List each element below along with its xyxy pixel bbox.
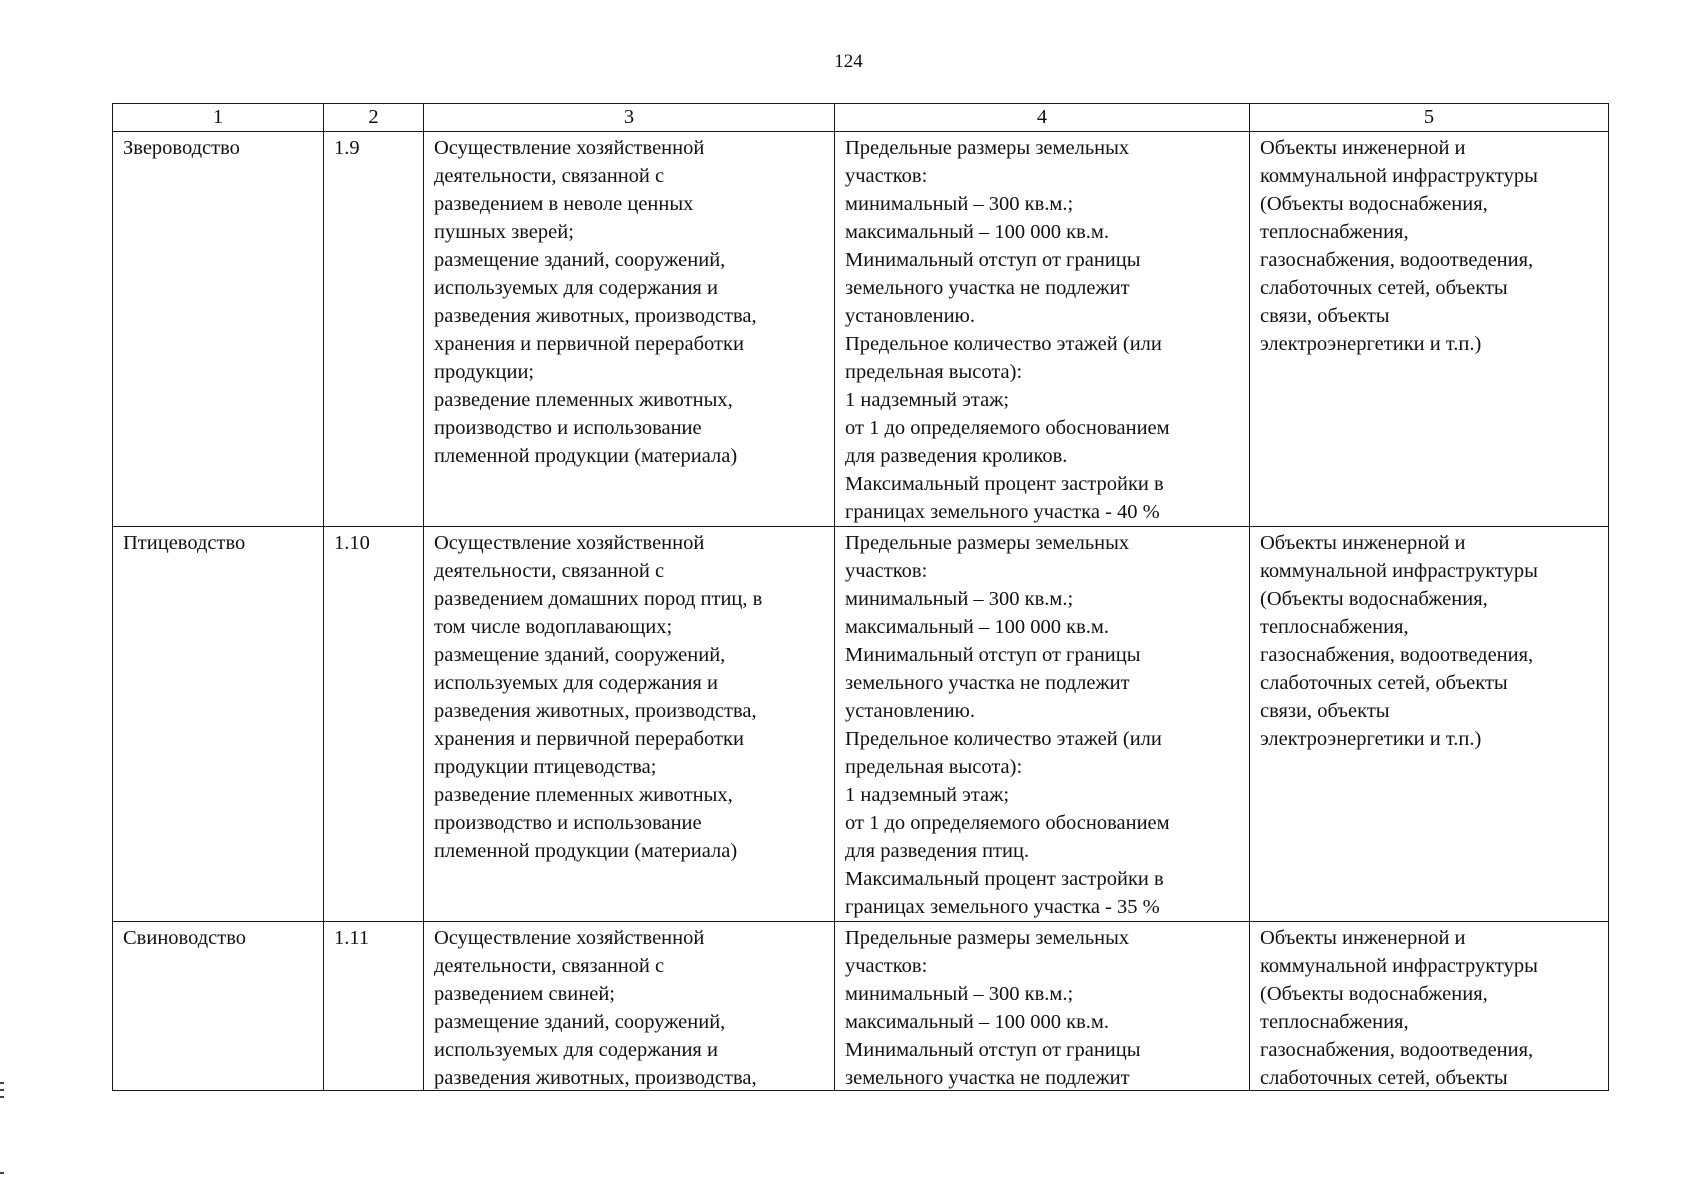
cell-text-line: размещение зданий, сооружений,	[434, 644, 726, 666]
margin-mark	[0, 1082, 4, 1084]
cell-text-line: коммунальной инфраструктуры	[1260, 165, 1538, 187]
cell-text-line: установлению.	[845, 305, 975, 327]
cell-text-line: разведение племенных животных,	[434, 389, 733, 411]
cell-text-line: максимальный – 100 000 кв.м.	[845, 616, 1109, 638]
column-number-4: 4	[835, 104, 1250, 132]
cell-text-line: коммунальной инфраструктуры	[1260, 955, 1538, 977]
cell-text-line: земельного участка не подлежит	[845, 277, 1130, 299]
table-row	[113, 527, 1609, 922]
cell-text-line: Предельные размеры земельных	[845, 532, 1130, 554]
cell-text: Свиноводство	[123, 927, 247, 949]
cell-text-line: слаботочных сетей, объекты	[1260, 277, 1508, 299]
cell-text-line: для разведения кроликов.	[845, 445, 1068, 467]
table-row	[113, 132, 1609, 527]
cell-text-line: для разведения птиц.	[845, 840, 1030, 862]
cell-text-line: пушных зверей;	[434, 221, 574, 243]
cell-text-line: (Объекты водоснабжения,	[1260, 983, 1488, 1005]
row-name-cell	[113, 922, 324, 1091]
cell-text: 1.9	[334, 137, 360, 159]
cell-text-line: участков:	[845, 955, 928, 977]
cell-text-line: производство и использование	[434, 417, 702, 439]
cell-text-line: границах земельного участка - 35 %	[845, 896, 1160, 918]
cell-text-line: Предельное количество этажей (или	[845, 333, 1162, 355]
margin-mark	[0, 1096, 4, 1098]
table-body	[113, 132, 1609, 1091]
cell-text-line: используемых для содержания и	[434, 277, 718, 299]
cell-text-line: Предельные размеры земельных	[845, 137, 1130, 159]
cell-text-line: Минимальный отступ от границы	[845, 249, 1141, 271]
row-parameters-cell	[835, 922, 1250, 1091]
cell-text-line: используемых для содержания и	[434, 1039, 718, 1061]
cell-text-line: разведения животных, производства,	[434, 700, 757, 722]
cell-text-line: размещение зданий, сооружений,	[434, 1011, 726, 1033]
cell-text: 1.11	[334, 927, 370, 949]
cell-text-line: Минимальный отступ от границы	[845, 644, 1141, 666]
cell-text-line: разведением домашних пород птиц, в	[434, 588, 763, 610]
cell-text-line: минимальный – 300 кв.м.;	[845, 193, 1074, 215]
margin-mark	[0, 1172, 4, 1174]
cell-text-line: слаботочных сетей, объекты	[1260, 672, 1508, 694]
cell-text-line: земельного участка не подлежит	[845, 672, 1130, 694]
column-number-2: 2	[324, 104, 424, 132]
cell-text-line: деятельности, связанной с	[434, 165, 665, 187]
cell-text-line: минимальный – 300 кв.м.;	[845, 983, 1074, 1005]
column-number-row	[113, 104, 1609, 132]
row-parameters-cell	[835, 132, 1250, 527]
cell-text-line: продукции;	[434, 361, 535, 383]
cell-text-line: участков:	[845, 560, 928, 582]
cell-text-line: (Объекты водоснабжения,	[1260, 588, 1488, 610]
cell-text-line: размещение зданий, сооружений,	[434, 249, 726, 271]
cell-text-line: от 1 до определяемого обоснованием	[845, 812, 1170, 834]
column-number-5: 5	[1250, 104, 1609, 132]
cell-text: 1.10	[334, 532, 370, 554]
cell-text-line: деятельности, связанной с	[434, 560, 665, 582]
column-number-3: 3	[424, 104, 835, 132]
cell-text-line: от 1 до определяемого обоснованием	[845, 417, 1170, 439]
cell-text-line: Минимальный отступ от границы	[845, 1039, 1141, 1061]
cell-text-line: Предельное количество этажей (или	[845, 728, 1162, 750]
row-code-cell	[324, 527, 424, 922]
row-name-cell	[113, 132, 324, 527]
cell-text-line: теплоснабжения,	[1260, 221, 1409, 243]
table-row	[113, 922, 1609, 1091]
cell-text-line: разведение племенных животных,	[434, 784, 733, 806]
row-infrastructure-cell	[1250, 132, 1609, 527]
row-code-cell	[324, 132, 424, 527]
cell-text: Звероводство	[123, 137, 240, 159]
cell-text-line: разведением в неволе ценных	[434, 193, 694, 215]
cell-text-line: участков:	[845, 165, 928, 187]
cell-text: Птицеводство	[123, 532, 246, 554]
cell-text-line: используемых для содержания и	[434, 672, 718, 694]
cell-text-line: 1 надземный этаж;	[845, 389, 1010, 411]
cell-text-line: Осуществление хозяйственной	[434, 137, 705, 159]
cell-text-line: предельная высота):	[845, 756, 1023, 778]
cell-text-line: газоснабжения, водоотведения,	[1260, 644, 1534, 666]
margin-mark	[0, 1089, 4, 1091]
cell-text-line: Осуществление хозяйственной	[434, 927, 705, 949]
row-description-cell	[424, 132, 835, 527]
row-name-cell	[113, 527, 324, 922]
cell-text-line: связи, объекты	[1260, 700, 1390, 722]
cell-text-line: минимальный – 300 кв.м.;	[845, 588, 1074, 610]
cell-text-line: Объекты инженерной и	[1260, 927, 1466, 949]
cell-text-line: Объекты инженерной и	[1260, 532, 1466, 554]
cell-text-line: Максимальный процент застройки в	[845, 868, 1164, 890]
cell-text-line: Максимальный процент застройки в	[845, 473, 1164, 495]
cell-text-line: электроэнергетики и т.п.)	[1260, 728, 1482, 750]
cell-text-line: разведения животных, производства,	[434, 305, 757, 327]
cell-text-line: теплоснабжения,	[1260, 616, 1409, 638]
cell-text-line: хранения и первичной переработки	[434, 728, 744, 750]
cell-text-line: предельная высота):	[845, 361, 1023, 383]
row-infrastructure-cell	[1250, 527, 1609, 922]
cell-text-line: газоснабжения, водоотведения,	[1260, 249, 1534, 271]
cell-text-line: слаботочных сетей, объекты	[1260, 1067, 1508, 1089]
cell-text-line: Предельные размеры земельных	[845, 927, 1130, 949]
row-description-cell	[424, 922, 835, 1091]
cell-text-line: максимальный – 100 000 кв.м.	[845, 1011, 1109, 1033]
row-infrastructure-cell	[1250, 922, 1609, 1091]
cell-text-line: максимальный – 100 000 кв.м.	[845, 221, 1109, 243]
cell-text-line: земельного участка не подлежит	[845, 1067, 1130, 1089]
column-number-1: 1	[113, 104, 324, 132]
cell-text-line: продукции птицеводства;	[434, 756, 657, 778]
cell-text-line: электроэнергетики и т.п.)	[1260, 333, 1482, 355]
cell-text-line: Осуществление хозяйственной	[434, 532, 705, 554]
page-number: 124	[834, 51, 863, 72]
cell-text-line: разведения животных, производства,	[434, 1067, 757, 1089]
cell-text-line: Объекты инженерной и	[1260, 137, 1466, 159]
cell-text-line: разведением свиней;	[434, 983, 615, 1005]
cell-text-line: связи, объекты	[1260, 305, 1390, 327]
row-description-cell	[424, 527, 835, 922]
cell-text-line: (Объекты водоснабжения,	[1260, 193, 1488, 215]
cell-text-line: деятельности, связанной с	[434, 955, 665, 977]
row-parameters-cell	[835, 527, 1250, 922]
cell-text-line: коммунальной инфраструктуры	[1260, 560, 1538, 582]
cell-text-line: установлению.	[845, 700, 975, 722]
cell-text-line: газоснабжения, водоотведения,	[1260, 1039, 1534, 1061]
row-code-cell	[324, 922, 424, 1091]
cell-text-line: хранения и первичной переработки	[434, 333, 744, 355]
cell-text-line: племенной продукции (материала)	[434, 840, 738, 862]
cell-text-line: 1 надземный этаж;	[845, 784, 1010, 806]
cell-text-line: границах земельного участка - 40 %	[845, 501, 1160, 523]
cell-text-line: производство и использование	[434, 812, 702, 834]
cell-text-line: племенной продукции (материала)	[434, 445, 738, 467]
land-use-table	[112, 103, 1609, 1091]
cell-text-line: теплоснабжения,	[1260, 1011, 1409, 1033]
cell-text-line: том числе водоплавающих;	[434, 616, 673, 638]
